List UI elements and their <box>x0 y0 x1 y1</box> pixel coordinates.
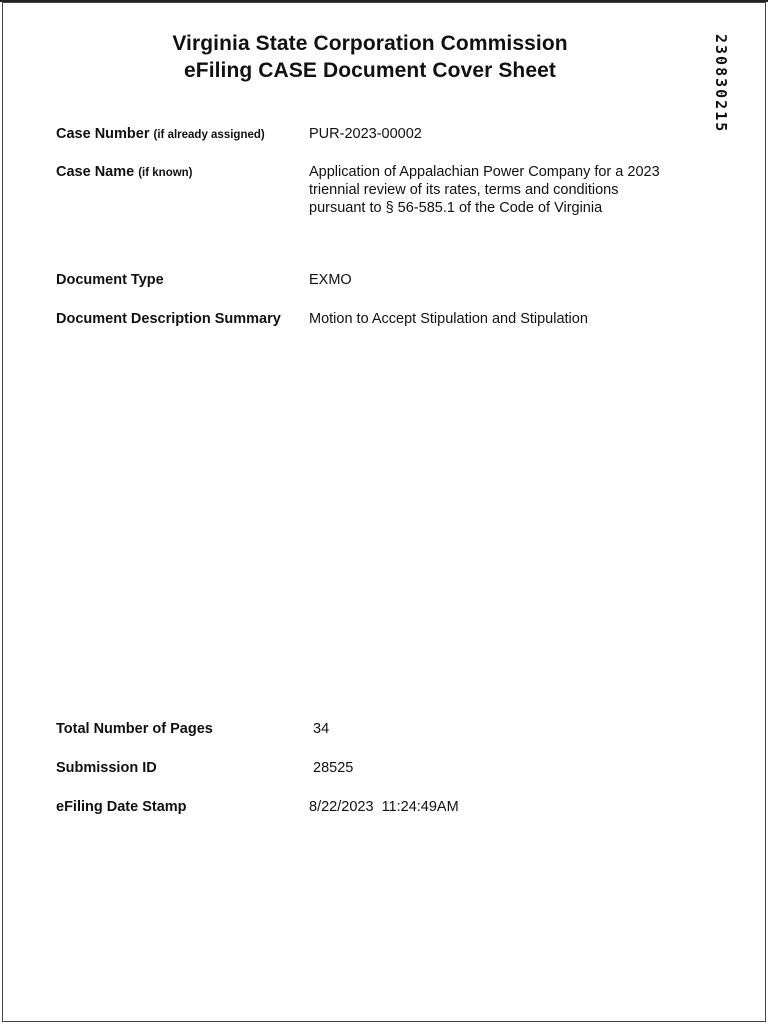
document-type-value: EXMO <box>309 272 352 288</box>
filing-stamp-number: 230830215 <box>712 34 730 134</box>
submission-id-label: Submission ID <box>56 760 157 776</box>
document-description-value: Motion to Accept Stipulation and Stipulation <box>309 311 588 327</box>
document-description-label: Document Description Summary <box>56 311 281 327</box>
title-line-2: eFiling CASE Document Cover Sheet <box>183 59 557 82</box>
document-type-label: Document Type <box>56 272 164 288</box>
case-name-label-text: Case Name <box>56 164 135 180</box>
page-border <box>2 2 766 1022</box>
submission-id-value: 28525 <box>313 760 354 776</box>
case-number-label <box>56 125 265 144</box>
document-title <box>0 30 740 84</box>
case-number-label-text: Case Number <box>56 126 150 142</box>
case-name-value: Application of Appalachian Power Company for a 2023 triennial review of its rates, terms and conditions pursuant to § 56-585.1 of the Code of Virginia <box>309 164 660 216</box>
total-pages-value: 34 <box>313 721 330 737</box>
case-number-sublabel: (if already assigned) <box>153 129 265 141</box>
efiling-date-value: 8/22/2023 11:24:49AM <box>309 799 459 815</box>
case-number-value: PUR-2023-00002 <box>309 126 422 142</box>
case-name-label <box>56 163 193 182</box>
efiling-date-label: eFiling Date Stamp <box>56 799 187 815</box>
total-pages-label: Total Number of Pages <box>56 721 213 737</box>
title-line-1: Virginia State Corporation Commission <box>172 32 568 55</box>
case-name-sublabel: (if known) <box>138 167 193 179</box>
